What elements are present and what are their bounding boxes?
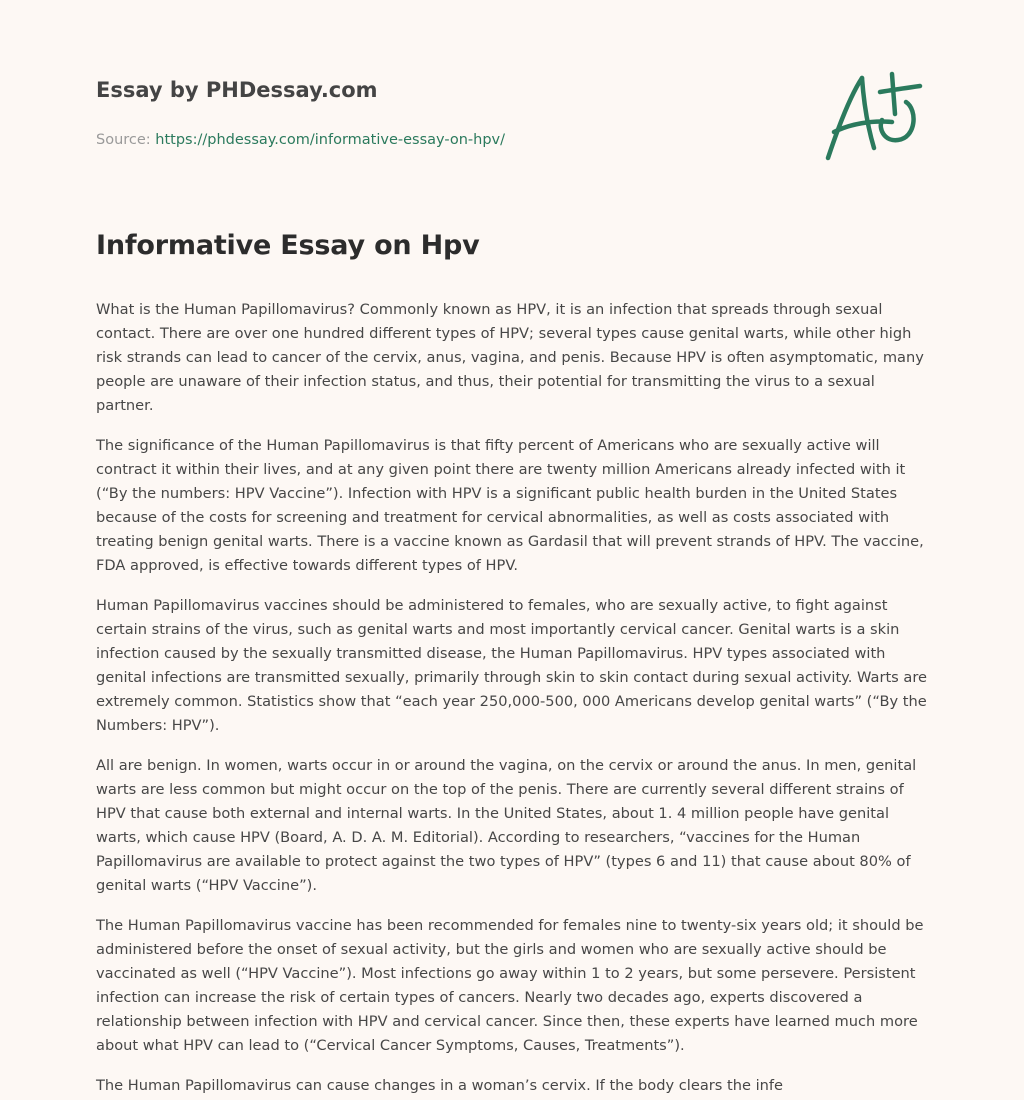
essay-paragraph: The Human Papillomavirus vaccine has been recommended for females nine to twenty-six years old; it should be administered before the onset of sexual activity, but the girls and women who are sexually active should be vaccinated as well (“HPV Vaccine”). Most infections go away within 1 to 2 years, but some persevere. Persistent infection can increase the risk of certain types of cancers. Nearly two decades ago, experts discovered a relationship between infection with HPV and cervical cancer. Since then, these experts have learned much more about what HPV can lead to (“Cervical Cancer Symptoms, Causes, Treatments”). xyxy=(96,917,924,1054)
essay-content xyxy=(96,222,930,1100)
page-header xyxy=(96,72,796,150)
a-plus-logo-icon xyxy=(820,66,930,166)
essay-paragraph: What is the Human Papillomavirus? Commonly known as HPV, it is an infection that spreads through sexual contact. There are over one hundred different types of HPV; several types cause genital warts, while other high risk strands can lead to cancer of the cervix, anus, vagina, and penis. Because HPV is often asymptomatic, many people are unaware of their infection status, and thus, their potential for transmitting the virus to a sexual partner. xyxy=(96,301,924,414)
source-link[interactable]: https://phdessay.com/informative-essay-on-hpv/ xyxy=(155,132,506,148)
essay-paragraph: The significance of the Human Papillomavirus is that fifty percent of Americans who are sexually active will contract it within their lives, and at any given point there are twenty million Americans already infected with it (“By the numbers: HPV Vaccine”). Infection with HPV is a significant public health burden in the United States because of the costs for screening and treatment for cervical abnormalities, as well as costs associated with treating benign genital warts. There is a vaccine known as Gardasil that will prevent strands of HPV. The vaccine, FDA approved, is effective towards different types of HPV. xyxy=(96,437,924,574)
essay-paragraph: Human Papillomavirus vaccines should be administered to females, who are sexually active, to fight against certain strains of the virus, such as genital warts and most importantly cervical cancer. Genital warts is a skin infection caused by the sexually transmitted disease, the Human Papillomavirus. HPV types associated with genital infections are transmitted sexually, primarily through skin to skin contact during sexual activity. Warts are extremely common. Statistics show that “each year 250,000-500, 000 Americans develop genital warts” (“By the Numbers: HPV”). xyxy=(96,597,928,734)
essay-paragraph: The Human Papillomavirus can cause changes in a woman’s cervix. If the body clears the infe xyxy=(96,1077,784,1094)
source-label: Source: xyxy=(96,132,151,148)
essay-paragraph: All are benign. In women, warts occur in or around the vagina, on the cervix or around the anus. In men, genital warts are less common but might occur on the top of the penis. There are currently several different strains of HPV that cause both external and internal warts. In the United States, about 1. 4 million people have genital warts, which cause HPV (Board, A. D. A. M. Editorial). According to researchers, “vaccines for the Human Papillomavirus are available to protect against the two types of HPV” (types 6 and 11) that cause about 80% of genital warts (“HPV Vaccine”). xyxy=(96,757,917,894)
site-title: Essay by PHDessay.com xyxy=(96,78,378,102)
essay-title: Informative Essay on Hpv xyxy=(96,230,480,261)
source-line xyxy=(96,130,796,150)
